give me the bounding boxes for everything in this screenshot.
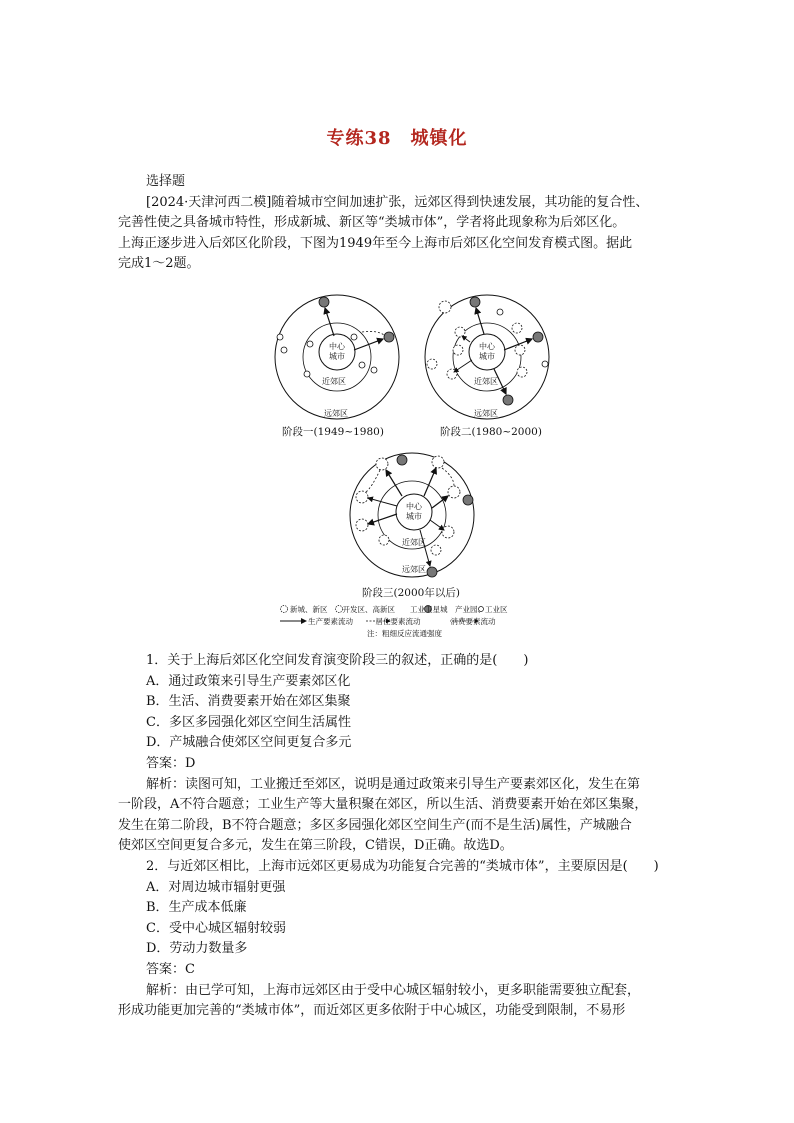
q1-analysis-line: 解析：读图可知，工业搬迁至郊区，说明是通过政策来引导生产要素郊区化，发生在第 — [146, 776, 641, 792]
diagram-legend — [280, 604, 508, 638]
q1-answer: 答案：D — [146, 755, 196, 771]
q1-option-b: B．生活、消费要素开始在郊区集聚 — [146, 694, 351, 710]
near-suburb-label: 近郊区 — [322, 377, 346, 386]
intro-line: 上海正逐步进入后郊区化阶段，下图为1949年至今上海市后郊区化空间发育模式图。据此 — [118, 235, 633, 251]
legend-row1: 新城、新区 开发区、高新区 工业卫星城 产业园、工业区 — [290, 605, 508, 614]
q2-option-a: A．对周边城市辐射更强 — [146, 879, 286, 895]
far-suburb-label: 远郊区 — [402, 565, 426, 574]
q2-stem: 2．与近郊区相比，上海市远郊区更易成为功能复合完善的“类城市体”，主要原因是( ) — [146, 858, 659, 874]
q1-analysis-line: 发生在第二阶段，B不符合题意；多区多园强化郊区空间生产(而不是生活)属性，产城融合 — [118, 817, 632, 833]
q2-analysis-line: 解析：由已学可知，上海市远郊区由于受中心城区辐射较小，更多职能需要独立配套， — [146, 982, 641, 998]
legend-note: 注：粗细反应流通强度 — [367, 629, 442, 638]
q1-option-a: A．通过政策来引导生产要素郊区化 — [146, 673, 351, 689]
page-title: 专练38 城镇化 — [326, 128, 468, 149]
suburbanization-diagram — [262, 292, 562, 642]
center-label: 中心 — [406, 502, 422, 511]
stage1-diagram — [275, 295, 399, 438]
stage3-diagram — [350, 453, 474, 599]
section-heading: 选择题 — [146, 174, 186, 189]
intro-line: 完善性使之具备城市特性，形成新城、新区等“类城市体”，学者将此现象称为后郊区化。 — [118, 215, 626, 231]
q1-analysis-line: 一阶段，A不符合题意；工业生产等大量积聚在郊区，所以生活、消费要素开始在郊区集聚， — [118, 797, 648, 813]
question-intro — [118, 172, 680, 275]
q1-stem: 1．关于上海后郊区化空间发育演变阶段三的叙述，正确的是( ) — [146, 653, 529, 668]
legend-row2: 生产要素流动 居住要素流动 消费要素流动 — [308, 617, 496, 626]
center-label: 中心 — [329, 342, 345, 351]
center-label: 中心 — [479, 342, 495, 351]
q1-option-c: C．多区多园强化郊区空间生活属性 — [146, 714, 351, 730]
q2-option-c: C．受中心城区辐射较弱 — [146, 920, 286, 936]
stage3-caption: 阶段三(2000年以后) — [362, 587, 460, 599]
far-suburb-label: 远郊区 — [474, 409, 498, 418]
center-label: 城市 — [479, 352, 495, 361]
q2-answer: 答案：C — [146, 961, 195, 977]
near-suburb-label: 近郊区 — [402, 538, 426, 547]
near-suburb-label: 近郊区 — [474, 377, 498, 386]
question-1 — [118, 651, 680, 1022]
stage2-caption: 阶段二(1980~2000) — [440, 426, 542, 438]
q2-analysis-line: 形成功能更加完善的“类城市体”，而近郊区更多依附于中心城区，功能受到限制，不易形 — [118, 1003, 626, 1019]
center-label: 城市 — [406, 512, 422, 521]
q2-option-b: B．生产成本低廉 — [146, 900, 247, 916]
stage2-diagram — [425, 295, 549, 438]
center-label: 城市 — [329, 352, 345, 361]
stage1-caption: 阶段一(1949~1980) — [282, 426, 384, 438]
far-suburb-label: 远郊区 — [324, 409, 348, 418]
q1-option-d: D．产城融合使郊区空间更复合多元 — [146, 735, 352, 751]
q1-analysis-line: 使郊区空间更复合多元，发生在第三阶段，C错误，D正确。故选D。 — [118, 838, 513, 854]
q2-option-d: D．劳动力数量多 — [146, 941, 248, 957]
intro-line: [2024·天津河西二模]随着城市空间加速扩张，远郊区得到快速发展，其功能的复合性、 — [146, 194, 649, 210]
intro-line: 完成1～2题。 — [118, 256, 200, 272]
